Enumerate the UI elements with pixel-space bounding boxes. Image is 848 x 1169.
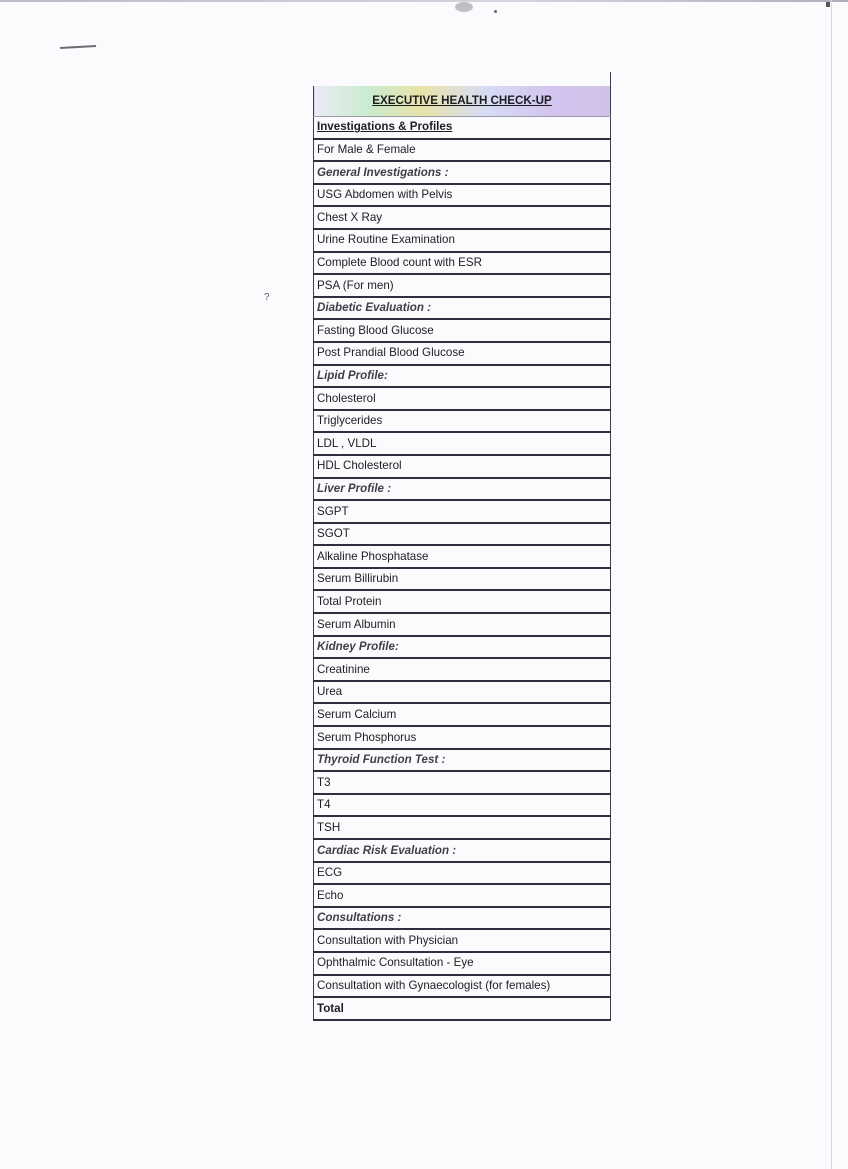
- item-label: Urine Routine Examination: [314, 229, 611, 252]
- section-label: Thyroid Function Test :: [314, 749, 611, 772]
- list-item: [314, 252, 611, 275]
- list-item: [314, 771, 611, 794]
- list-item: [314, 568, 611, 591]
- list-item: [314, 342, 611, 365]
- item-label: Post Prandial Blood Glucose: [314, 342, 611, 365]
- margin-question-mark: ?: [264, 292, 270, 303]
- scan-mark: [60, 45, 96, 49]
- subheading-label: Investigations & Profiles: [314, 116, 611, 139]
- item-label: Serum Phosphorus: [314, 726, 611, 749]
- total-label: Total: [314, 997, 611, 1020]
- section-label: Kidney Profile:: [314, 636, 611, 659]
- item-label: Fasting Blood Glucose: [314, 319, 611, 342]
- list-item: [314, 862, 611, 885]
- list-item: [314, 658, 611, 681]
- item-label: Cholesterol: [314, 387, 611, 410]
- section-label: Diabetic Evaluation :: [314, 297, 611, 320]
- item-label: SGPT: [314, 500, 611, 523]
- section-heading-row: [314, 365, 611, 388]
- item-label: TSH: [314, 816, 611, 839]
- item-label: Urea: [314, 681, 611, 704]
- list-item: [314, 545, 611, 568]
- list-item: [314, 726, 611, 749]
- item-label: SGOT: [314, 523, 611, 546]
- item-label: LDL , VLDL: [314, 432, 611, 455]
- list-item: [314, 975, 611, 998]
- scan-edge-line: [0, 0, 848, 2]
- health-checkup-table: [313, 86, 611, 1021]
- list-item: [314, 410, 611, 433]
- list-item: [314, 432, 611, 455]
- item-label: ECG: [314, 862, 611, 885]
- item-label: Chest X Ray: [314, 206, 611, 229]
- list-item: [314, 319, 611, 342]
- scan-speck: [455, 2, 473, 12]
- item-label: Consultation with Gynaecologist (for females): [314, 975, 611, 998]
- list-item: [314, 681, 611, 704]
- subheading-row: [314, 116, 611, 139]
- list-item: [314, 229, 611, 252]
- list-item: [314, 387, 611, 410]
- scan-page-edge: [831, 0, 832, 1169]
- item-label: T3: [314, 771, 611, 794]
- item-label: For Male & Female: [314, 139, 611, 162]
- list-item: [314, 184, 611, 207]
- list-item: [314, 139, 611, 162]
- item-label: Alkaline Phosphatase: [314, 545, 611, 568]
- section-heading-row: [314, 749, 611, 772]
- section-heading-row: [314, 161, 611, 184]
- section-label: Liver Profile :: [314, 478, 611, 501]
- item-label: Complete Blood count with ESR: [314, 252, 611, 275]
- item-label: T4: [314, 794, 611, 817]
- section-heading-row: [314, 907, 611, 930]
- item-label: HDL Cholesterol: [314, 455, 611, 478]
- list-item: [314, 455, 611, 478]
- item-label: Serum Albumin: [314, 613, 611, 636]
- item-label: Consultation with Physician: [314, 929, 611, 952]
- section-heading-row: [314, 478, 611, 501]
- item-label: Serum Calcium: [314, 703, 611, 726]
- section-label: General Investigations :: [314, 161, 611, 184]
- table-body: [314, 86, 611, 1020]
- list-item: [314, 816, 611, 839]
- list-item: [314, 794, 611, 817]
- list-item: [314, 613, 611, 636]
- list-item: [314, 523, 611, 546]
- section-label: Lipid Profile:: [314, 365, 611, 388]
- scan-speck: [826, 2, 830, 7]
- list-item: [314, 206, 611, 229]
- table-title-row: [314, 86, 611, 116]
- list-item: [314, 703, 611, 726]
- list-item: [314, 274, 611, 297]
- total-row: [314, 997, 611, 1020]
- section-heading-row: [314, 636, 611, 659]
- list-item: [314, 884, 611, 907]
- item-label: Echo: [314, 884, 611, 907]
- item-label: PSA (For men): [314, 274, 611, 297]
- item-label: Creatinine: [314, 658, 611, 681]
- section-heading-row: [314, 297, 611, 320]
- item-label: Serum Billirubin: [314, 568, 611, 591]
- item-label: Total Protein: [314, 590, 611, 613]
- section-label: Cardiac Risk Evaluation :: [314, 839, 611, 862]
- list-item: [314, 590, 611, 613]
- item-label: Triglycerides: [314, 410, 611, 433]
- list-item: [314, 952, 611, 975]
- section-label: Consultations :: [314, 907, 611, 930]
- list-item: [314, 500, 611, 523]
- table-title: EXECUTIVE HEALTH CHECK-UP: [314, 86, 611, 116]
- health-checkup-table-container: [313, 86, 611, 1021]
- scan-speck: [494, 10, 497, 13]
- section-heading-row: [314, 839, 611, 862]
- item-label: USG Abdomen with Pelvis: [314, 184, 611, 207]
- list-item: [314, 929, 611, 952]
- item-label: Ophthalmic Consultation - Eye: [314, 952, 611, 975]
